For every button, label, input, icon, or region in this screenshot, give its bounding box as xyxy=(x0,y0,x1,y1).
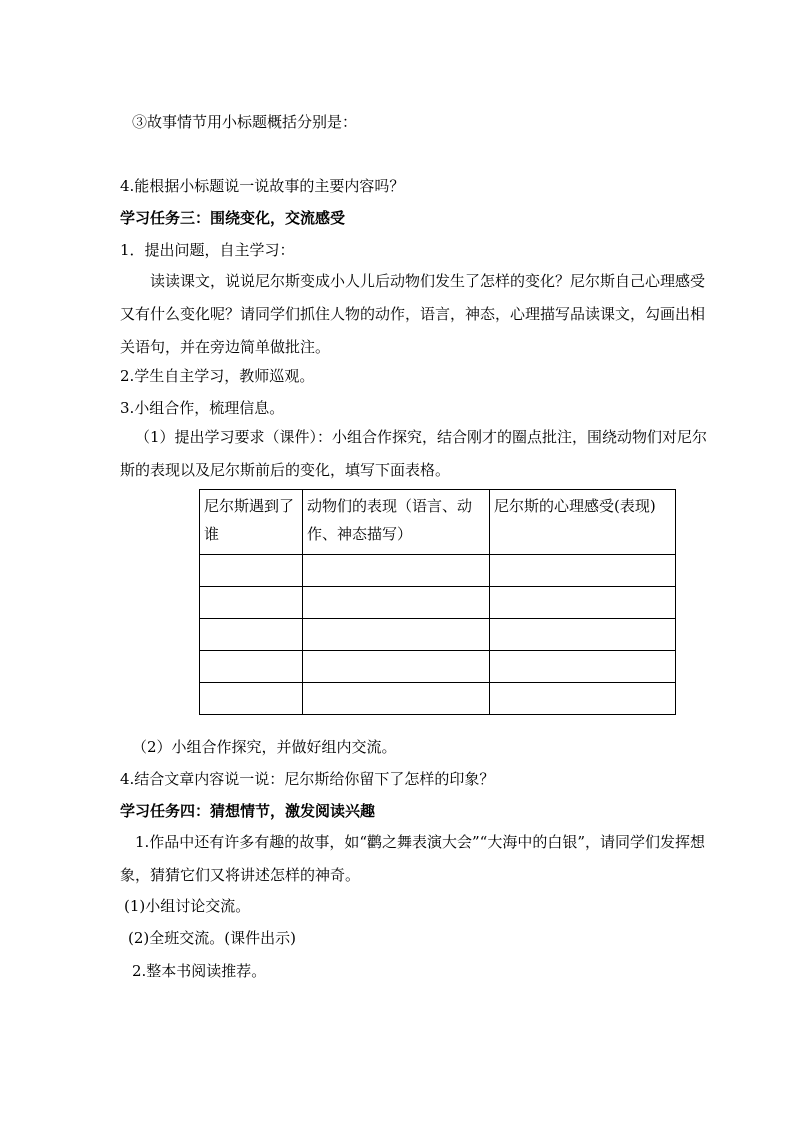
table-row xyxy=(200,683,676,715)
table-cell[interactable] xyxy=(200,555,303,587)
question-impression: 4.结合文章内容说一说：尼尔斯给你留下了怎样的印象？ xyxy=(120,770,495,788)
table-cell[interactable] xyxy=(303,651,490,683)
table-cell[interactable] xyxy=(303,555,490,587)
table-cell[interactable] xyxy=(303,683,490,715)
table-cell[interactable] xyxy=(200,619,303,651)
step-self-study: 2.学生自主学习，教师巡观。 xyxy=(120,367,315,385)
analysis-table xyxy=(199,489,676,715)
table-cell[interactable] xyxy=(200,683,303,715)
table-header-cell: 尼尔斯的心理感受(表现) xyxy=(490,490,676,555)
table-row xyxy=(200,555,676,587)
step-ask-questions: 1．提出问题，自主学习： xyxy=(120,241,295,259)
table-row xyxy=(200,651,676,683)
table-cell[interactable] xyxy=(200,651,303,683)
table-header-cell: 动物们的表现（语言、动作、神态描写） xyxy=(303,490,490,555)
step-group-cooperation: 3.小组合作，梳理信息。 xyxy=(120,399,285,417)
story-plot-subtitle-prompt: ③故事情节用小标题概括分别是： xyxy=(132,113,358,131)
table-cell[interactable] xyxy=(303,619,490,651)
table-header-row xyxy=(200,490,676,555)
step-book-recommendation: 2.整本书阅读推荐。 xyxy=(132,962,267,980)
table-header-cell: 尼尔斯遇到了谁 xyxy=(200,490,303,555)
table-cell[interactable] xyxy=(200,587,303,619)
step-small-group-discussion: (1)小组讨论交流。 xyxy=(124,897,251,915)
table-cell[interactable] xyxy=(490,651,676,683)
table-row xyxy=(200,587,676,619)
imagination-paragraph: 1.作品中还有许多有趣的故事，如“鹳之舞表演大会”“大海中的白银”，请同学们发挥想象，猜猜它们又将讲述怎样的神奇。 xyxy=(120,833,705,884)
group-requirement-paragraph: （1）提出学习要求（课件）：小组合作探究，结合刚才的圈点批注，围绕动物们对尼尔斯的表现以及尼尔斯前后的变化，填写下面表格。 xyxy=(120,428,708,479)
table-row xyxy=(200,619,676,651)
table-cell[interactable] xyxy=(490,587,676,619)
table-cell[interactable] xyxy=(490,619,676,651)
table-cell[interactable] xyxy=(490,683,676,715)
reading-instruction-paragraph: 读读课文，说说尼尔斯变成小人儿后动物们发生了怎样的变化？尼尔斯自己心理感受又有什么变化呢？请同学们抓住人物的动作，语言，神态，心理描写品读课文，勾画出相关语句，并在旁边简单做批注。 xyxy=(120,272,706,356)
table-cell[interactable] xyxy=(490,555,676,587)
table-cell[interactable] xyxy=(303,587,490,619)
step-group-discussion: （2）小组合作探究，并做好组内交流。 xyxy=(132,738,397,756)
question-main-content: 4.能根据小标题说一说故事的主要内容吗？ xyxy=(120,177,405,195)
section-heading-task-four: 学习任务四：猜想情节，激发阅读兴趣 xyxy=(120,802,376,820)
step-class-discussion: (2)全班交流。(课件出示) xyxy=(128,929,296,947)
section-heading-task-three: 学习任务三：围绕变化，交流感受 xyxy=(120,209,346,227)
